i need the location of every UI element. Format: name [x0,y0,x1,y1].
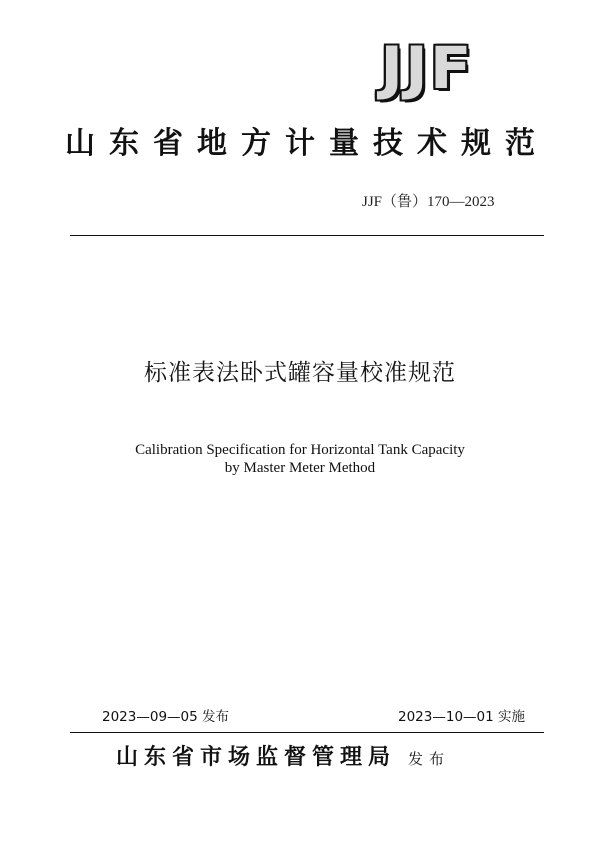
bottom-divider [70,732,544,733]
issuer-name: 山东省市场监督管理局 [116,745,397,770]
english-title-line-1: Calibration Specification for Horizontal Tank Capacity [135,442,465,458]
top-divider [70,235,544,236]
publish-date: 2023—09—05 发布 [102,709,230,725]
implement-date: 2023—10—01 实施 [398,709,526,725]
issuer-row [116,740,516,771]
jjf-logo: JJF [380,34,474,102]
document-title-chinese: 标准表法卧式罐容量校准规范 [144,360,456,386]
standard-number: JJF（鲁）170—2023 [362,194,495,210]
org-title: 山东省地方计量技术规范 [65,126,549,161]
english-title-line-2: by Master Meter Method [224,460,376,476]
document-title-english [0,441,600,477]
issue-label: 发布 [408,750,451,768]
